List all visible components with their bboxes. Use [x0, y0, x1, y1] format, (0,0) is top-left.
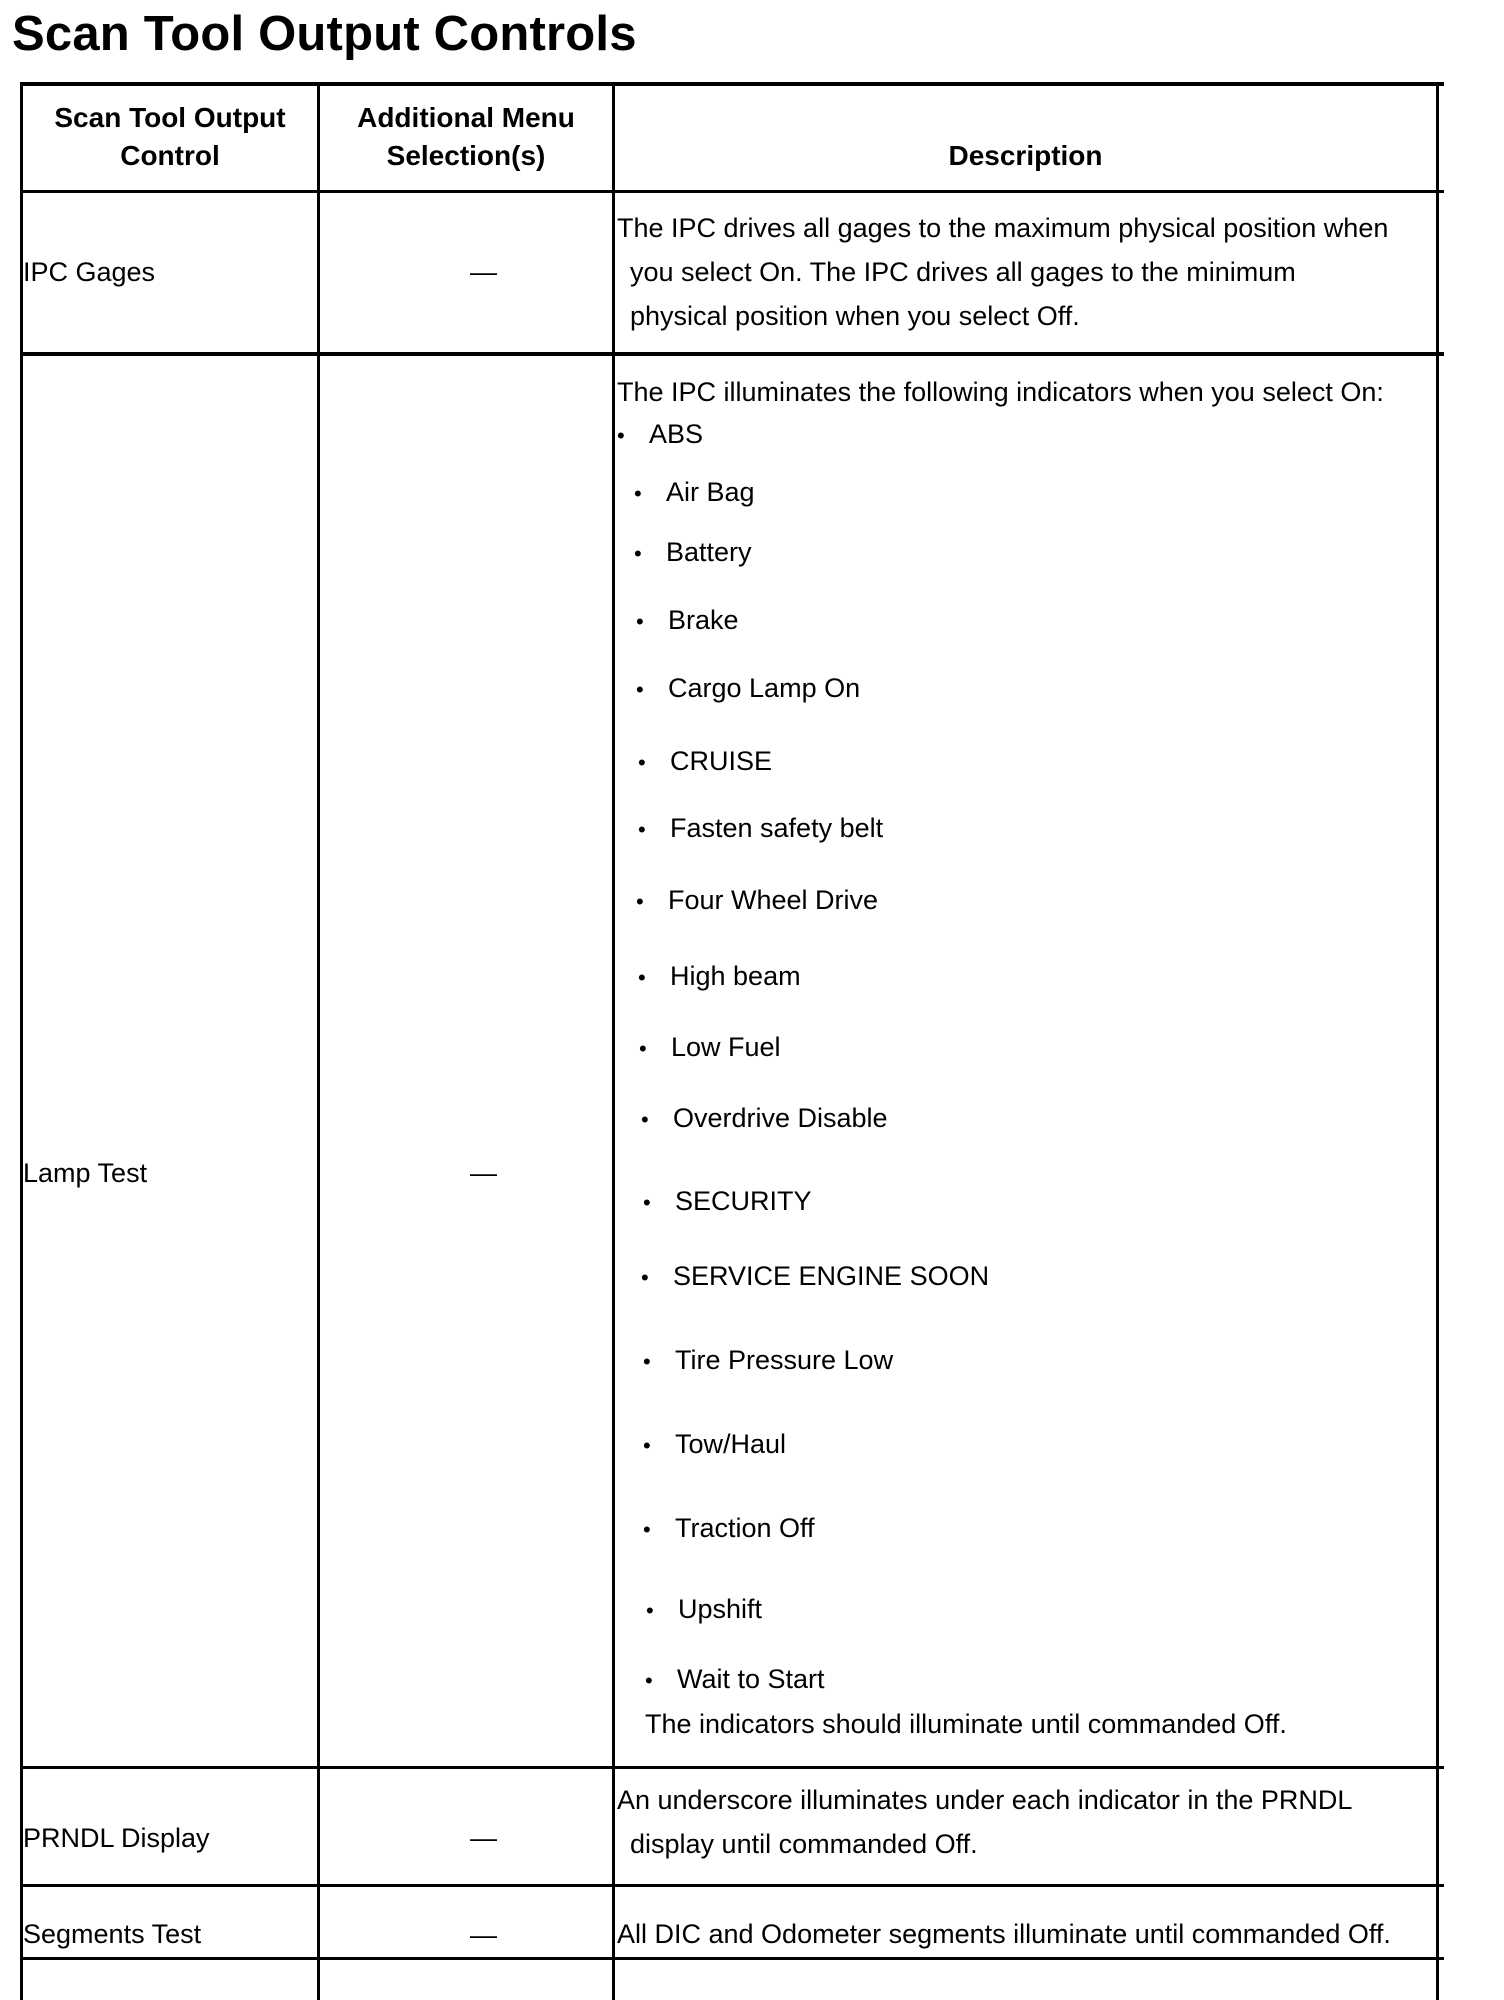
list-item: • Battery — [634, 536, 752, 570]
bullet-icon: • — [639, 1036, 647, 1061]
bullet-icon: • — [638, 965, 646, 990]
list-item: • Upshift — [646, 1593, 762, 1627]
list-item: • Traction Off — [643, 1512, 815, 1546]
row-segments-menu: — — [470, 1920, 497, 1950]
table-right-border — [1436, 82, 1439, 2000]
bullet-icon: • — [645, 1668, 653, 1693]
bullet-icon: • — [641, 1265, 649, 1290]
list-item: • Wait to Start — [645, 1663, 825, 1697]
bullet-icon: • — [634, 481, 642, 506]
page-title: Scan Tool Output Controls — [12, 7, 637, 61]
list-item: • Cargo Lamp On — [636, 672, 860, 706]
row-lamp-test-bottom-border — [20, 1766, 1444, 1769]
list-item: • Four Wheel Drive — [636, 884, 878, 918]
bullet-icon: • — [638, 750, 646, 775]
row-prndl-bottom-border — [20, 1884, 1444, 1887]
row-lamp-test-control: Lamp Test — [23, 1158, 148, 1188]
bullet-icon: • — [646, 1598, 654, 1623]
row-lamp-test-intro: The IPC illuminates the following indicators when you select On: — [617, 377, 1384, 407]
row-lamp-test-outro: The indicators should illuminate until commanded Off. — [645, 1709, 1287, 1739]
column-divider-1 — [317, 82, 320, 2000]
bullet-icon: • — [643, 1433, 651, 1458]
header-control — [23, 99, 317, 175]
row-ipc-gages-control: IPC Gages — [23, 257, 156, 287]
list-item: • SERVICE ENGINE SOON — [641, 1260, 989, 1294]
bullet-icon: • — [643, 1190, 651, 1215]
header-description: Description — [948, 140, 1103, 171]
bullet-icon: • — [636, 677, 644, 702]
list-item: • Brake — [636, 604, 739, 638]
bullet-icon: • — [643, 1349, 651, 1374]
table-top-border — [20, 82, 1444, 86]
column-divider-2 — [612, 82, 615, 2000]
header-bottom-border — [20, 190, 1444, 193]
bullet-icon: • — [636, 889, 644, 914]
bullet-icon: • — [643, 1517, 651, 1542]
list-item: • Overdrive Disable — [641, 1102, 888, 1136]
table-left-border — [20, 82, 23, 2000]
bullet-icon: • — [641, 1107, 649, 1132]
list-item: • High beam — [638, 960, 801, 994]
description-line: The IPC drives all gages to the maximum physical position when — [617, 213, 1389, 243]
row-prndl-control: PRNDL Display — [23, 1823, 210, 1853]
list-item: • Fasten safety belt — [638, 812, 883, 846]
row-segments-control: Segments Test — [23, 1919, 202, 1949]
bullet-icon: • — [636, 609, 644, 634]
header-menu-line-2: Selection(s) — [386, 140, 546, 171]
list-item: • Air Bag — [634, 476, 755, 510]
header-menu — [320, 99, 612, 175]
header-control-line-2: Control — [120, 140, 220, 171]
row-segments-description: All DIC and Odometer segments illuminate until commanded Off. — [617, 1919, 1391, 1949]
list-item: • SECURITY — [643, 1185, 812, 1219]
header-menu-line-1: Additional Menu — [357, 102, 575, 133]
bullet-icon: • — [634, 541, 642, 566]
row-ipc-gages-bottom-border — [20, 352, 1444, 356]
row-prndl-menu: — — [470, 1823, 497, 1853]
list-item: • Low Fuel — [639, 1031, 781, 1065]
description-line: physical position when you select Off. — [630, 301, 1080, 331]
list-item: • Tow/Haul — [643, 1428, 786, 1462]
row-lamp-test-menu: — — [470, 1158, 497, 1188]
list-item: • CRUISE — [638, 745, 772, 779]
list-item: • ABS — [617, 418, 703, 452]
description-line: you select On. The IPC drives all gages to the minimum — [630, 257, 1296, 287]
header-control-line-1: Scan Tool Output — [54, 102, 286, 133]
list-item: • Tire Pressure Low — [643, 1344, 893, 1378]
description-line: display until commanded Off. — [630, 1829, 978, 1859]
row-ipc-gages-menu: — — [470, 257, 497, 287]
description-line: An underscore illuminates under each indicator in the PRNDL — [617, 1785, 1353, 1815]
bullet-icon: • — [617, 423, 625, 448]
row-segments-bottom-border — [20, 1957, 1444, 1960]
bullet-icon: • — [638, 817, 646, 842]
